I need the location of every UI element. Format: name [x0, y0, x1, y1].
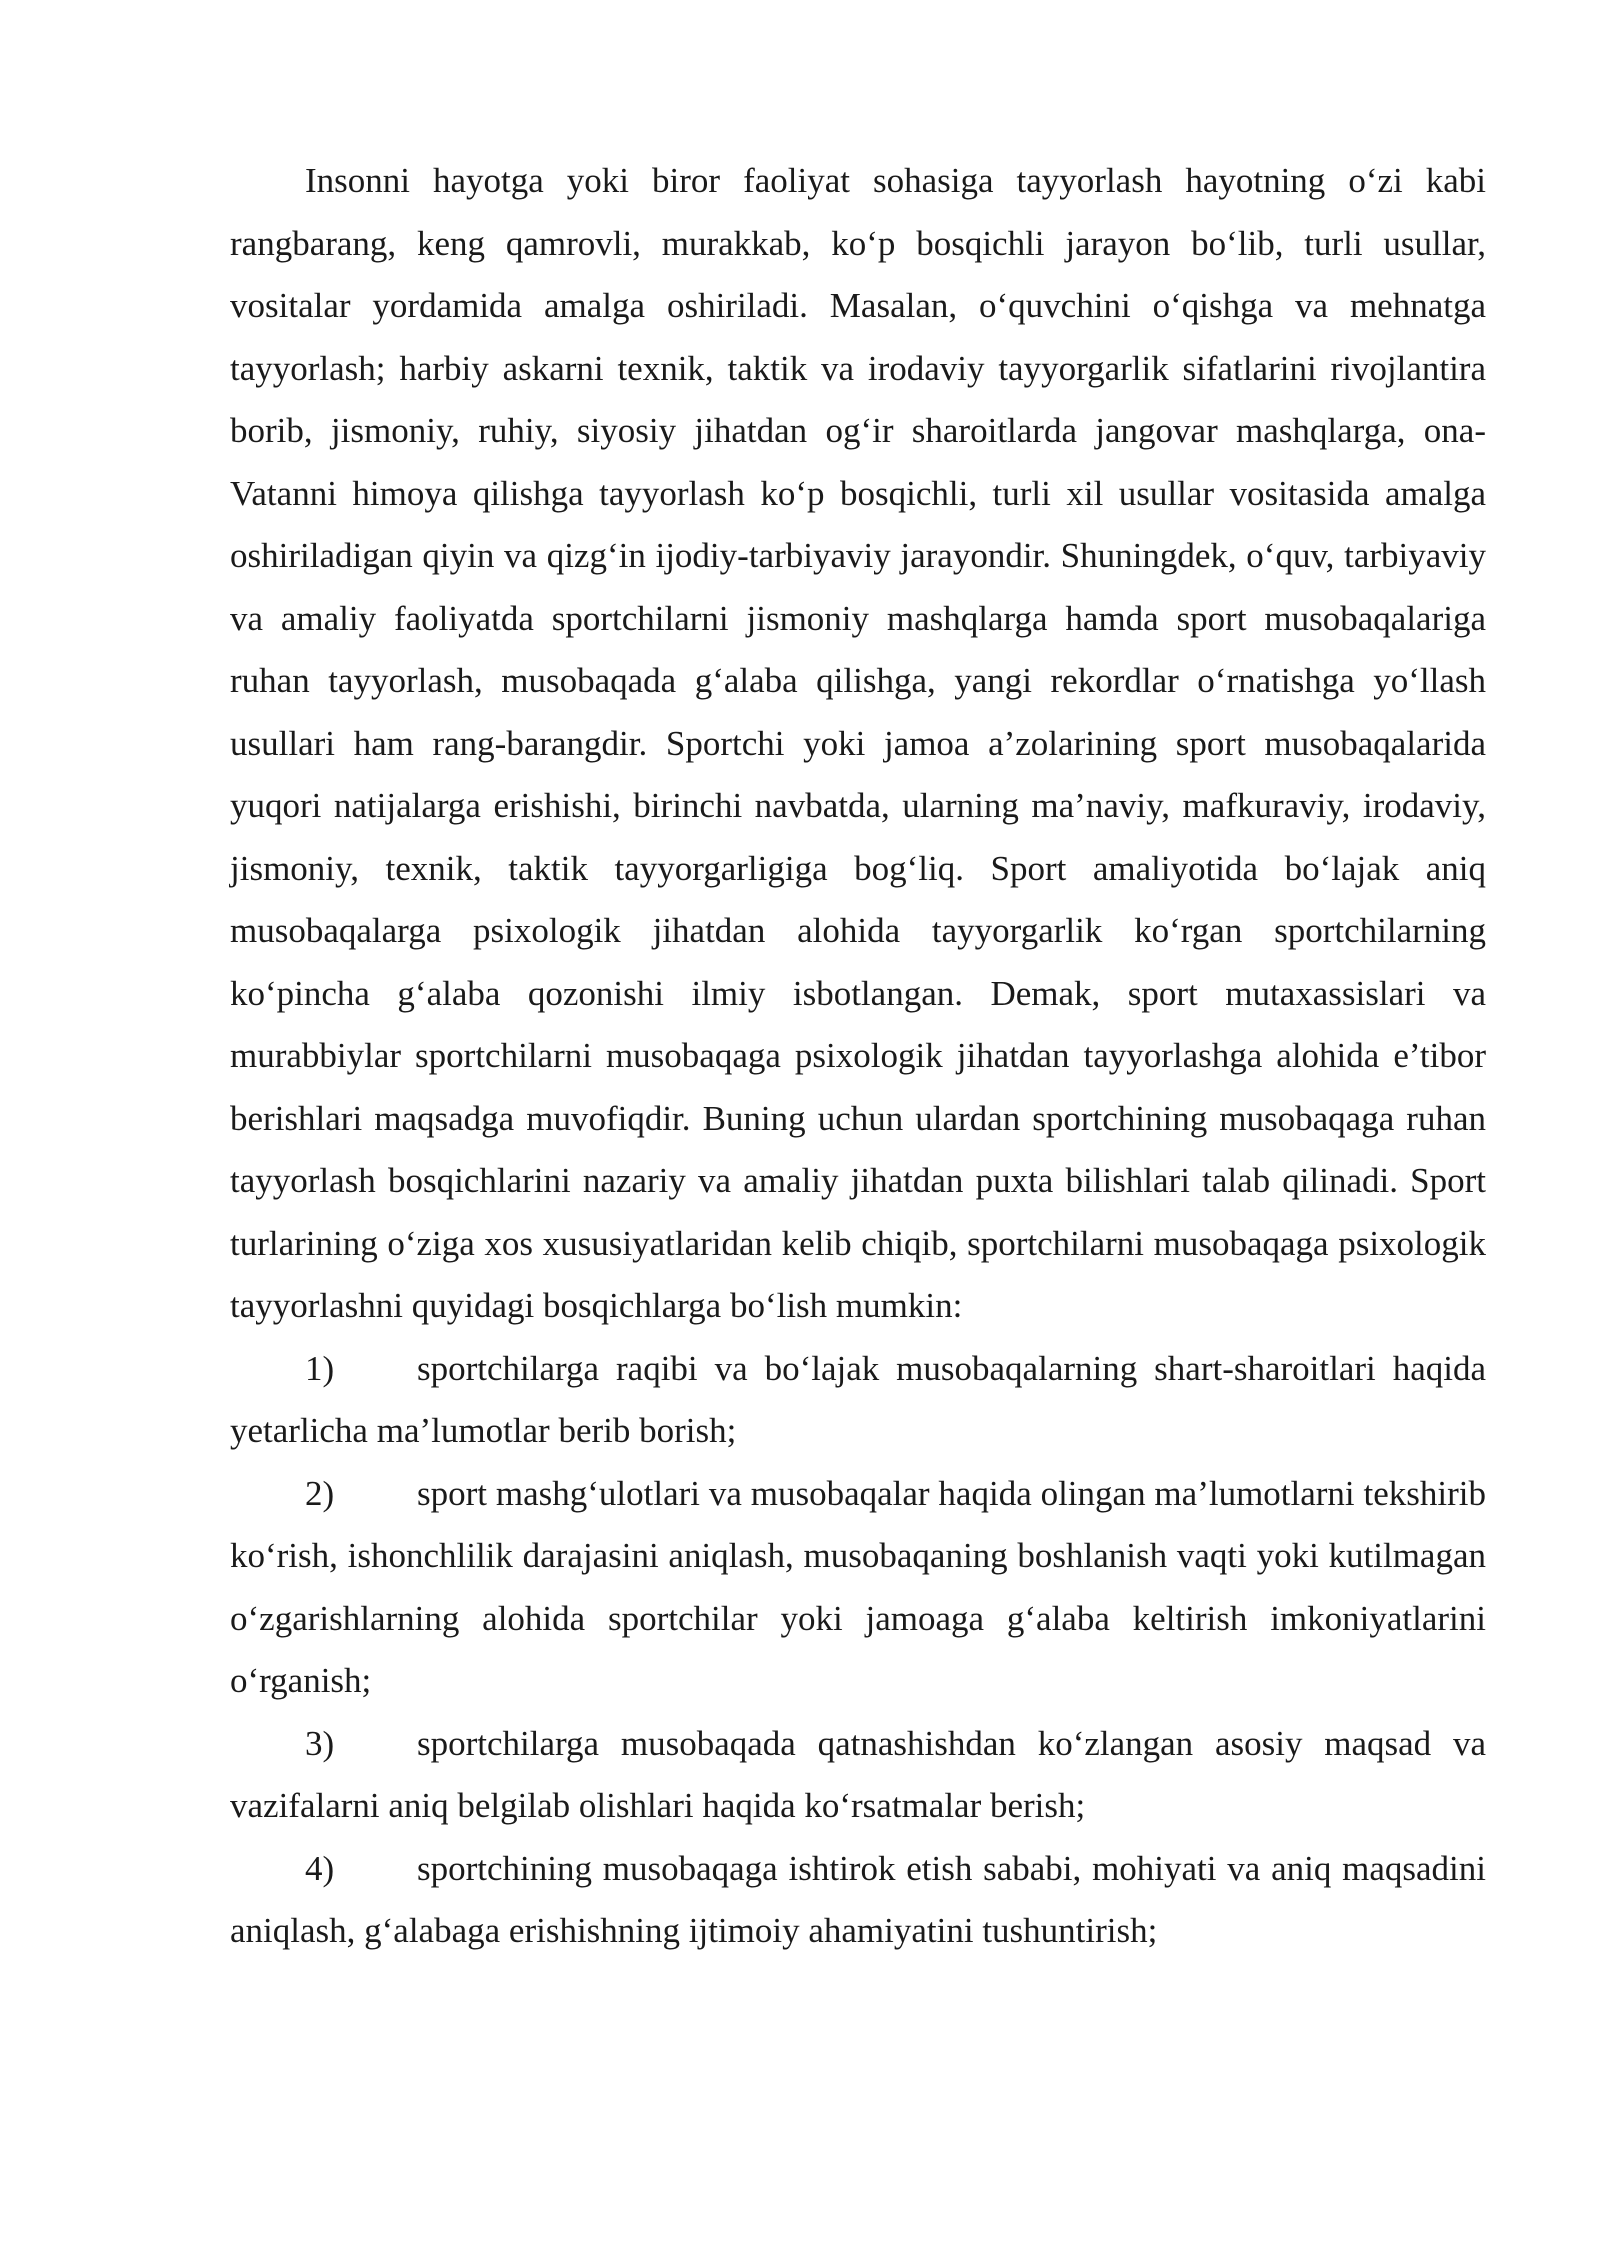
list-item	[230, 1338, 1486, 1463]
list-item-number: 4)	[305, 1848, 335, 1888]
list-item	[230, 1463, 1486, 1713]
list-item-text: sportchilarga musobaqada qatnashishdan ko‘zlangan asosiy maqsad va vazifalarni aniq belgilab olishlari haqida ko‘rsatmalar berish;	[230, 1723, 1486, 1825]
document-page	[230, 150, 1486, 1963]
list-item-number: 3)	[305, 1723, 335, 1763]
body-paragraph: Insonni hayotga yoki biror faoliyat sohasiga tayyorlash hayotning o‘zi kabi rangbarang, keng qamrovli, murakkab, ko‘p bosqichli jarayon bo‘lib, turli usullar, vositalar yordamida amalga oshiriladi. Masalan, o‘quvchini o‘qishga va mehnatga tayyorlash; harbiy askarni texnik, taktik va irodaviy tayyorgarlik sifatlarini rivojlantira borib, jismoniy, ruhiy, siyosiy jihatdan og‘ir sharoitlarda jangovar mashqlarga, ona-Vatanni himoya qilishga tayyorlash ko‘p bosqichli, turli xil usullar vositasida amalga oshiriladigan qiyin va qizg‘in ijodiy-tarbiyaviy jarayondir. Shuningdek, o‘quv, tarbiyaviy va amaliy faoliyatda sportchilarni jismoniy mashqlarga hamda sport musobaqalariga ruhan tayyorlash, musobaqada g‘alaba qilishga, yangi rekordlar o‘rnatishga yo‘llash usullari ham rang-barangdir. Sportchi yoki jamoa a’zolarining sport musobaqalarida yuqori natijalarga erishishi, birinchi navbatda, ularning ma’naviy, mafkuraviy, irodaviy, jismoniy, texnik, taktik tayyorgarligiga bog‘liq. Sport amaliyotida bo‘lajak aniq musobaqalarga psixologik jihatdan alohida tayyorgarlik ko‘rgan sportchilarning ko‘pincha g‘alaba qozonishi ilmiy isbotlangan. Demak, sport mutaxassislari va murabbiylar sportchilarni musobaqaga psixologik jihatdan tayyorlashga alohida e’tibor berishlari maqsadga muvofiqdir. Buning uchun ulardan sportchining musobaqaga ruhan tayyorlash bosqichlarini nazariy va amaliy jihatdan puxta bilishlari talab qilinadi. Sport turlarining o‘ziga xos xususiyatlaridan kelib chiqib, sportchilarni musobaqaga psixologik tayyorlashni quyidagi bosqichlarga bo‘lish mumkin:	[230, 161, 1486, 1325]
list-item-text: sport mashg‘ulotlari va musobaqalar haqida olingan ma’lumotlarni tekshirib ko‘rish, ishonchlilik darajasini aniqlash, musobaqaning boshlanish vaqti yoki kutilmagan o‘zgarishlarning alohida sportchilar yoki jamoaga g‘alaba keltirish imkoniyatlarini o‘rganish;	[230, 1473, 1486, 1700]
list-item-number: 2)	[305, 1473, 335, 1513]
list-item	[230, 1713, 1486, 1838]
list-item-text: sportchining musobaqaga ishtirok etish sababi, mohiyati va aniq maqsadini aniqlash, g‘alabaga erishishning ijtimoiy ahamiyatini tushuntirish;	[230, 1848, 1486, 1950]
list-item-text: sportchilarga raqibi va bo‘lajak musobaqalarning shart-sharoitlari haqida yetarlicha ma’lumotlar berib borish;	[230, 1348, 1486, 1450]
list-item-number: 1)	[305, 1348, 335, 1388]
list-item	[230, 1838, 1486, 1963]
